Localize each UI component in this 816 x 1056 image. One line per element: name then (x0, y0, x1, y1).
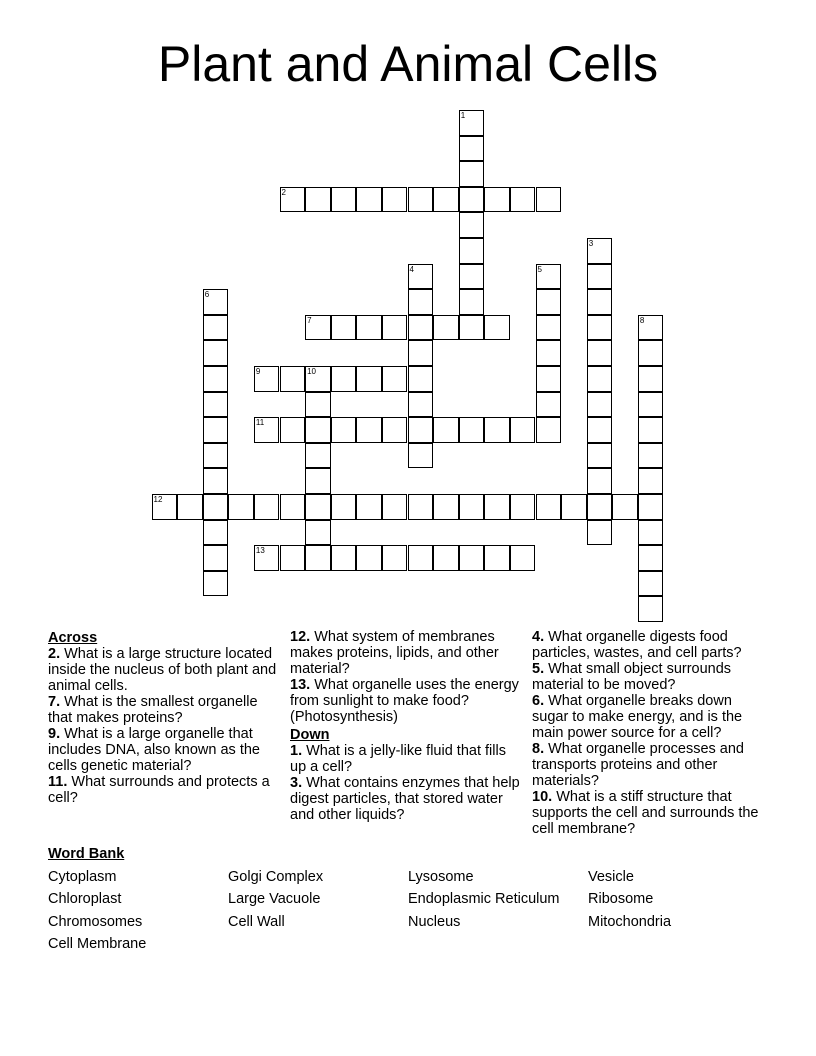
grid-cell[interactable] (408, 443, 434, 469)
grid-cell[interactable] (382, 187, 408, 213)
grid-cell[interactable] (433, 187, 459, 213)
page-title: Plant and Animal Cells (157, 36, 659, 92)
word-bank-item: Vesicle (588, 869, 634, 885)
grid-cell[interactable] (203, 392, 229, 418)
grid-cell[interactable] (484, 187, 510, 213)
grid-cell[interactable] (561, 494, 587, 520)
clue-number-label: 10 (307, 367, 316, 376)
grid-cell[interactable] (587, 494, 613, 520)
grid-cell[interactable] (356, 315, 382, 341)
grid-cell[interactable] (484, 494, 510, 520)
grid-cell[interactable] (459, 494, 485, 520)
word-bank-item: Cell Wall (228, 914, 285, 930)
word-bank-item: Chromosomes (48, 914, 143, 930)
grid-cell[interactable] (254, 417, 280, 443)
grid-cell[interactable] (459, 136, 485, 162)
clue-number-label: 12 (153, 495, 163, 504)
grid-cell[interactable] (459, 187, 485, 213)
clue-number-label: 7 (307, 315, 312, 325)
grid-cell[interactable] (382, 315, 408, 341)
clue-number: 2. (48, 646, 61, 662)
clue-text: What is the smallest organelle that makes proteins? (48, 694, 258, 726)
grid-cell[interactable] (331, 366, 357, 392)
grid-cell[interactable] (536, 494, 562, 520)
grid-cell[interactable] (177, 494, 203, 520)
grid-cell[interactable] (638, 392, 664, 418)
grid-cell[interactable] (536, 366, 562, 392)
grid-cell[interactable] (305, 187, 331, 213)
clue-number: 8. (532, 741, 545, 757)
clue-number-label: 2 (281, 187, 286, 197)
grid-cell[interactable] (331, 545, 357, 571)
clue-text: What is a stiff structure that supports the cell and surrounds the cell membrane? (532, 789, 759, 837)
grid-cell[interactable] (587, 417, 613, 443)
grid-cell[interactable] (459, 315, 485, 341)
grid-cell[interactable] (587, 468, 613, 494)
word-bank-item: Nucleus (408, 914, 461, 930)
grid-cell[interactable] (280, 187, 306, 213)
word-bank-item: Lysosome (408, 869, 474, 885)
grid-cell[interactable] (638, 417, 664, 443)
down-clue (290, 775, 522, 823)
grid-cell[interactable] (587, 520, 613, 546)
grid-cell[interactable] (638, 443, 664, 469)
grid-cell[interactable] (459, 417, 485, 443)
grid-cell[interactable] (638, 366, 664, 392)
grid-cell[interactable] (408, 315, 434, 341)
clue-text: What contains enzymes that help digest particles, that stored water and other liquids? (290, 775, 520, 823)
grid-cell[interactable] (408, 392, 434, 418)
clues-column-1 (48, 628, 284, 806)
grid-cell[interactable] (638, 315, 664, 341)
clue-number: 7. (48, 694, 61, 710)
clue-number-label: 6 (204, 290, 210, 300)
grid-cell[interactable] (638, 596, 664, 622)
grid-cell[interactable] (638, 571, 664, 597)
word-bank-item: Cytoplasm (48, 869, 117, 885)
grid-cell[interactable] (638, 545, 664, 571)
clue-number: 11. (48, 774, 68, 790)
grid-cell[interactable] (638, 494, 664, 520)
grid-cell[interactable] (356, 187, 382, 213)
grid-cell[interactable] (356, 366, 382, 392)
grid-cell[interactable] (587, 264, 613, 290)
grid-cell[interactable] (510, 545, 536, 571)
clue-number-label: 4 (409, 264, 414, 274)
down-clue (532, 789, 768, 837)
grid-cell[interactable] (152, 494, 178, 520)
grid-cell[interactable] (459, 212, 485, 238)
grid-cell[interactable] (408, 340, 434, 366)
clue-number: 12. (290, 629, 311, 645)
across-clue (48, 774, 284, 806)
word-bank-item: Golgi Complex (228, 869, 324, 885)
clue-number-label: 3 (588, 239, 594, 248)
clues-column-3 (532, 629, 768, 837)
grid-cell[interactable] (280, 417, 306, 443)
grid-cell[interactable] (638, 340, 664, 366)
grid-cell[interactable] (612, 494, 638, 520)
word-bank-item: Chloroplast (48, 891, 122, 907)
grid-cell[interactable] (587, 392, 613, 418)
grid-cell[interactable] (254, 494, 280, 520)
clue-number-label: 8 (639, 315, 645, 325)
grid-cell[interactable] (587, 443, 613, 469)
grid-cell[interactable] (638, 468, 664, 494)
grid-cell[interactable] (331, 417, 357, 443)
clue-number: 13. (290, 677, 311, 693)
grid-cell[interactable] (408, 289, 434, 315)
clue-text: What system of membranes makes proteins, lipids, and other material? (290, 629, 499, 677)
grid-cell[interactable] (280, 545, 306, 571)
grid-cell[interactable] (356, 494, 382, 520)
grid-cell[interactable] (280, 494, 306, 520)
clue-number-label: 1 (460, 111, 466, 120)
grid-cell[interactable] (536, 264, 562, 290)
word-bank-item: Endoplasmic Reticulum (408, 891, 560, 907)
clue-text: What organelle breaks down sugar to make energy, and is the main power source for a cell? (532, 693, 743, 741)
grid-cell[interactable] (433, 494, 459, 520)
grid-cell[interactable] (408, 417, 434, 443)
grid-cell[interactable] (228, 494, 254, 520)
clue-number-label: 5 (537, 264, 542, 274)
grid-cell[interactable] (408, 264, 434, 290)
word-bank-item: Ribosome (588, 891, 654, 907)
clue-text: What organelle digests food particles, wastes, and cell parts? (532, 629, 742, 661)
grid-cell[interactable] (203, 571, 229, 597)
grid-cell[interactable] (305, 494, 331, 520)
down-clue (532, 629, 768, 661)
grid-cell[interactable] (382, 494, 408, 520)
grid-cell[interactable] (203, 494, 229, 520)
clue-text: What is a large organelle that includes DNA, also known as the cells genetic material? (48, 726, 260, 774)
grid-cell[interactable] (382, 417, 408, 443)
grid-cell[interactable] (305, 443, 331, 469)
down-clue (532, 741, 768, 789)
grid-cell[interactable] (536, 392, 562, 418)
grid-cell[interactable] (459, 238, 485, 264)
grid-cell[interactable] (587, 315, 613, 341)
grid-cell[interactable] (305, 545, 331, 571)
clue-number-label: 13 (255, 546, 265, 556)
grid-cell[interactable] (331, 187, 357, 213)
clue-text: What surrounds and protects a cell? (48, 774, 270, 806)
clue-number: 3. (290, 775, 303, 791)
grid-cell[interactable] (203, 340, 229, 366)
grid-cell[interactable] (459, 545, 485, 571)
word-bank-heading: Word Bank (48, 846, 125, 862)
grid-cell[interactable] (587, 289, 613, 315)
grid-cell[interactable] (433, 315, 459, 341)
grid-cell[interactable] (484, 417, 510, 443)
grid-cell[interactable] (382, 366, 408, 392)
grid-cell[interactable] (408, 494, 434, 520)
grid-cell[interactable] (203, 520, 229, 546)
grid-cell[interactable] (203, 366, 229, 392)
word-bank-item: Large Vacuole (228, 891, 321, 907)
across-clue (48, 726, 284, 774)
clue-text: What organelle processes and transports proteins and other materials? (532, 741, 744, 789)
grid-cell[interactable] (536, 187, 562, 213)
grid-cell[interactable] (331, 494, 357, 520)
down-clue (532, 661, 768, 693)
grid-cell[interactable] (305, 468, 331, 494)
down-clue (290, 743, 522, 775)
grid-cell[interactable] (203, 443, 229, 469)
grid-cell[interactable] (203, 315, 229, 341)
grid-cell[interactable] (305, 366, 331, 392)
grid-cell[interactable] (254, 366, 280, 392)
clue-number-label: 9 (255, 367, 261, 376)
grid-cell[interactable] (280, 366, 306, 392)
grid-cell[interactable] (536, 315, 562, 341)
grid-cell[interactable] (459, 110, 485, 136)
across-clue (290, 677, 522, 725)
clues-column-2 (290, 629, 522, 823)
grid-cell[interactable] (203, 417, 229, 443)
clue-number: 1. (290, 743, 303, 759)
grid-cell[interactable] (356, 545, 382, 571)
across-clue (48, 694, 284, 726)
word-bank-item: Mitochondria (588, 914, 672, 930)
down-heading: Down (290, 727, 330, 743)
grid-cell[interactable] (536, 340, 562, 366)
clue-text: What organelle uses the energy from sunlight to make food? (Photosynthesis) (290, 677, 519, 725)
grid-cell[interactable] (510, 494, 536, 520)
clue-text: What is a jelly-like fluid that fills up a cell? (290, 743, 506, 775)
across-heading: Across (48, 630, 98, 646)
clue-number: 5. (532, 661, 545, 677)
grid-cell[interactable] (203, 289, 229, 315)
grid-cell[interactable] (305, 392, 331, 418)
grid-cell[interactable] (408, 187, 434, 213)
grid-cell[interactable] (305, 315, 331, 341)
grid-cell[interactable] (484, 315, 510, 341)
across-clue (290, 629, 522, 677)
grid-cell[interactable] (459, 264, 485, 290)
grid-cell[interactable] (536, 417, 562, 443)
grid-cell[interactable] (638, 520, 664, 546)
grid-cell[interactable] (356, 417, 382, 443)
grid-cell[interactable] (510, 417, 536, 443)
grid-cell[interactable] (587, 340, 613, 366)
grid-cell[interactable] (254, 545, 280, 571)
clue-number: 6. (532, 693, 545, 709)
grid-cell[interactable] (203, 468, 229, 494)
grid-cell[interactable] (484, 545, 510, 571)
grid-cell[interactable] (331, 315, 357, 341)
clue-number: 4. (532, 629, 545, 645)
grid-cell[interactable] (305, 417, 331, 443)
grid-cell[interactable] (433, 545, 459, 571)
grid-cell[interactable] (305, 520, 331, 546)
clue-text: What is a large structure located inside the nucleus of both plant and animal cells. (48, 646, 277, 694)
grid-cell[interactable] (433, 417, 459, 443)
grid-cell[interactable] (408, 366, 434, 392)
clue-text: What small object surrounds material to be moved? (532, 661, 732, 693)
grid-cell[interactable] (510, 187, 536, 213)
grid-cell[interactable] (408, 545, 434, 571)
grid-cell[interactable] (536, 289, 562, 315)
grid-cell[interactable] (459, 289, 485, 315)
clue-number-label: 11 (255, 418, 265, 428)
clue-number: 9. (48, 726, 61, 742)
clue-number: 10. (532, 789, 553, 805)
down-clue (532, 693, 768, 741)
grid-cell[interactable] (459, 161, 485, 187)
grid-cell[interactable] (587, 238, 613, 264)
grid-cell[interactable] (203, 545, 229, 571)
word-bank-item: Cell Membrane (48, 936, 147, 952)
grid-cell[interactable] (382, 545, 408, 571)
grid-cell[interactable] (587, 366, 613, 392)
across-clue (48, 646, 284, 694)
